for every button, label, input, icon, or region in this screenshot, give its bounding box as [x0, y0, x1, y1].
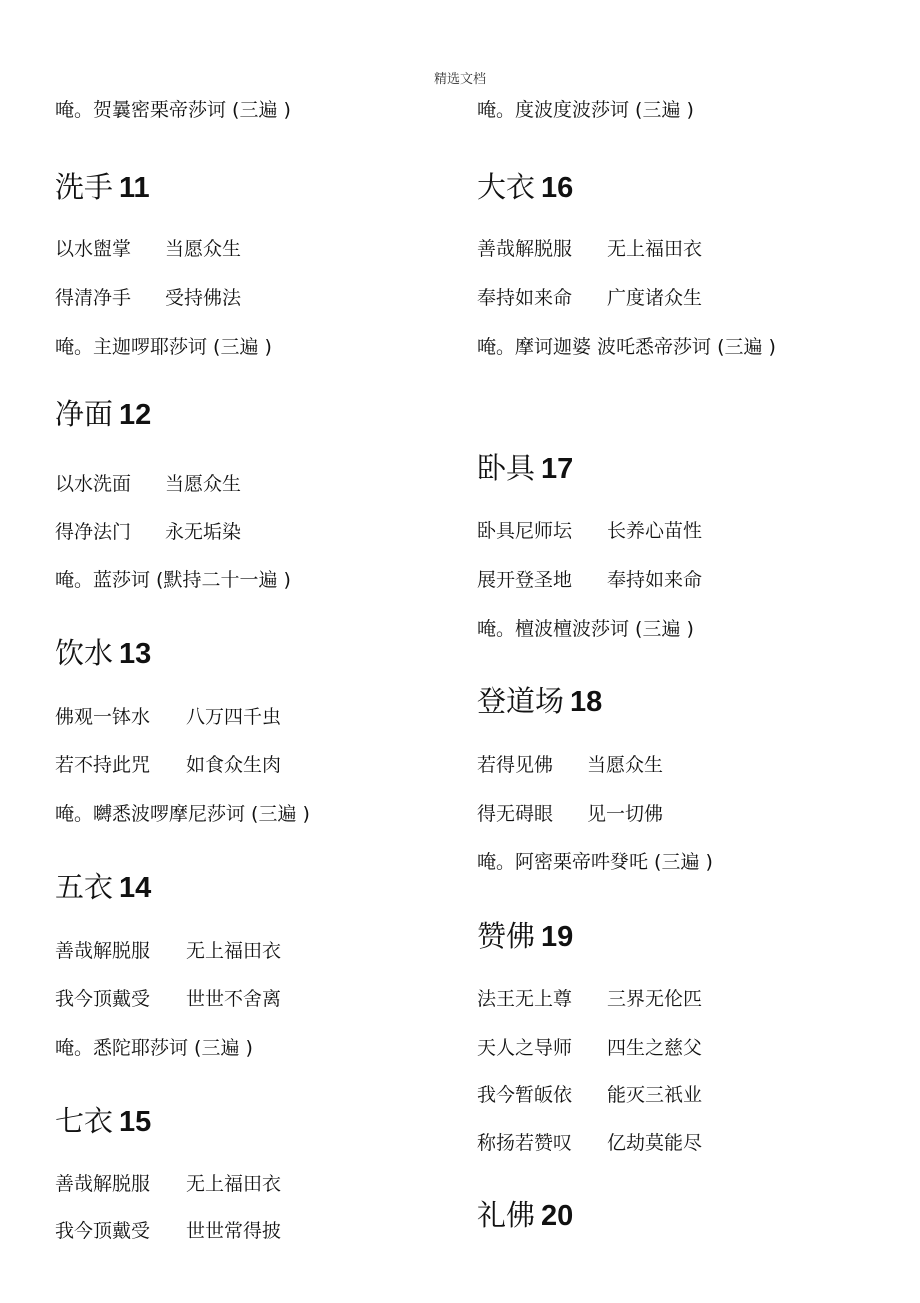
verse-line	[477, 1083, 702, 1107]
section-title: 赞佛	[477, 919, 536, 953]
verse-phrase: 四生之慈父	[607, 1037, 703, 1059]
section-number: 14	[119, 872, 152, 904]
verse-line	[477, 1036, 702, 1060]
section-title: 大衣	[477, 170, 536, 204]
verse-phrase: 当愿众生	[587, 754, 664, 776]
verse-line	[55, 520, 241, 544]
mantra-line: 唵。檀波檀波莎诃 (三遍 )	[477, 618, 694, 640]
section-title: 五衣	[55, 870, 114, 904]
mantra-line: 唵。阿密栗帝吽癹吒 (三遍 )	[477, 851, 713, 873]
section-number: 16	[541, 172, 574, 204]
verse-phrase: 以水洗面	[55, 473, 132, 495]
verse-phrase: 卧具尼师坛	[477, 520, 573, 542]
section-heading	[477, 918, 573, 955]
verse-phrase: 以水盥掌	[55, 238, 132, 260]
section-title: 七衣	[55, 1104, 114, 1138]
verse-phrase: 亿劫莫能尽	[607, 1132, 703, 1154]
verse-phrase: 永无垢染	[165, 521, 242, 543]
section-number: 12	[119, 399, 152, 431]
section-number: 20	[541, 1200, 574, 1232]
section-number: 17	[541, 453, 574, 485]
verse-phrase: 法王无上尊	[477, 988, 573, 1010]
verse-phrase: 善哉解脱服	[477, 238, 573, 260]
mantra-line: 唵。悉陀耶莎诃 (三遍 )	[55, 1037, 253, 1059]
verse-phrase: 世世常得披	[186, 1220, 282, 1242]
verse-line	[55, 753, 281, 777]
mantra-line: 唵。蓝莎诃 (默持二十一遍 )	[55, 569, 291, 591]
verse-phrase: 受持佛法	[165, 287, 242, 309]
verse-line	[55, 1172, 281, 1196]
verse-phrase: 若不持此咒	[55, 754, 151, 776]
section-title: 登道场	[477, 684, 565, 718]
verse-phrase: 善哉解脱服	[55, 1173, 151, 1195]
mantra-line: 唵。度波度波莎诃 (三遍 )	[477, 99, 694, 121]
verse-phrase: 善哉解脱服	[55, 940, 151, 962]
section-heading	[477, 1197, 573, 1234]
mantra-line: 唵。摩诃迦婆 波吒悉帝莎诃 (三遍 )	[477, 336, 776, 358]
section-number: 15	[119, 1106, 152, 1138]
section-heading	[477, 450, 573, 487]
verse-phrase: 广度诸众生	[607, 287, 703, 309]
verse-line	[55, 987, 281, 1011]
section-title: 饮水	[55, 636, 114, 670]
verse-phrase: 当愿众生	[165, 238, 242, 260]
verse-phrase: 无上福田衣	[607, 238, 703, 260]
verse-phrase: 若得见佛	[477, 754, 554, 776]
verse-line	[55, 1219, 281, 1243]
verse-phrase: 见一切佛	[587, 803, 664, 825]
verse-phrase: 天人之导师	[477, 1037, 573, 1059]
verse-phrase: 能灭三祇业	[607, 1084, 703, 1106]
verse-phrase: 当愿众生	[165, 473, 242, 495]
verse-line	[55, 472, 241, 496]
verse-line	[477, 568, 702, 592]
section-heading	[477, 169, 573, 206]
verse-phrase: 得清净手	[55, 287, 132, 309]
verse-line	[477, 987, 702, 1011]
section-number: 11	[119, 172, 150, 204]
verse-line	[55, 705, 281, 729]
verse-line	[477, 753, 663, 777]
section-heading	[55, 869, 151, 906]
verse-phrase: 展开登圣地	[477, 569, 573, 591]
mantra-line: 唵。贺曩密栗帝莎诃 (三遍 )	[55, 99, 291, 121]
verse-phrase: 三界无伦匹	[607, 988, 703, 1010]
verse-line	[477, 802, 663, 826]
page-header: 精选文档	[433, 72, 486, 87]
mantra-line: 唵。嚩悉波啰摩尼莎诃 (三遍 )	[55, 803, 310, 825]
verse-line	[55, 286, 241, 310]
verse-phrase: 佛观一钵水	[55, 706, 151, 728]
section-heading	[55, 396, 151, 433]
verse-phrase: 无上福田衣	[186, 1173, 282, 1195]
verse-line	[477, 519, 702, 543]
section-title: 卧具	[477, 451, 536, 485]
verse-phrase: 无上福田衣	[186, 940, 282, 962]
verse-phrase: 称扬若赞叹	[477, 1132, 573, 1154]
verse-line	[477, 286, 702, 310]
verse-phrase: 如食众生肉	[186, 754, 282, 776]
verse-phrase: 得无碍眼	[477, 803, 554, 825]
section-title: 洗手	[55, 170, 114, 204]
section-heading	[55, 1103, 151, 1140]
verse-phrase: 得净法门	[55, 521, 132, 543]
verse-line	[55, 237, 241, 261]
verse-line	[55, 939, 281, 963]
verse-phrase: 长养心苗性	[607, 520, 703, 542]
verse-phrase: 我今顶戴受	[55, 988, 151, 1010]
verse-line	[477, 237, 702, 261]
verse-line	[477, 1131, 702, 1155]
section-number: 18	[570, 686, 603, 718]
verse-phrase: 八万四千虫	[186, 706, 282, 728]
verse-phrase: 奉持如来命	[607, 569, 703, 591]
verse-phrase: 世世不舍离	[186, 988, 282, 1010]
section-number: 13	[119, 638, 152, 670]
section-heading	[55, 169, 150, 206]
section-heading	[55, 635, 151, 672]
section-title: 净面	[55, 397, 114, 431]
section-heading	[477, 683, 602, 720]
verse-phrase: 我今暂皈依	[477, 1084, 573, 1106]
verse-phrase: 我今顶戴受	[55, 1220, 151, 1242]
verse-phrase: 奉持如来命	[477, 287, 573, 309]
section-title: 礼佛	[477, 1198, 536, 1232]
mantra-line: 唵。主迦啰耶莎诃 (三遍 )	[55, 336, 272, 358]
section-number: 19	[541, 921, 574, 953]
